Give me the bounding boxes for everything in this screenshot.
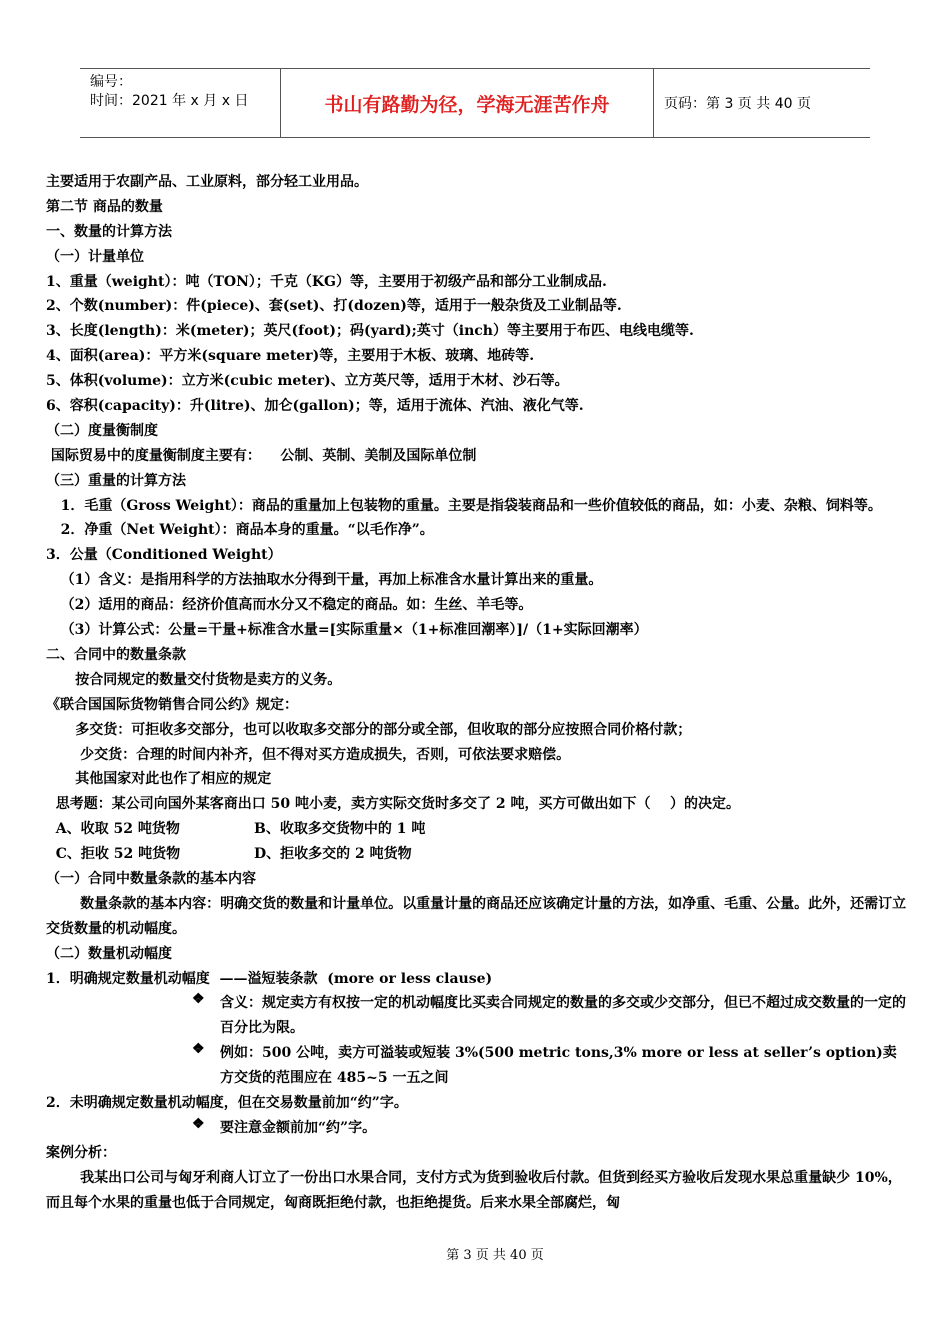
diamond-bullet-icon: ❖ [192, 991, 205, 1008]
diamond-bullet-icon: ❖ [192, 1115, 205, 1132]
text-line: 4、面积(area)：平方米(square meter)等，主要用于木板、玻璃、地砖等. [46, 348, 535, 365]
option-row [46, 817, 908, 842]
diamond-bullet-icon: ❖ [192, 1041, 205, 1058]
section-heading: （二）数量机动幅度 [46, 945, 172, 962]
text-line: （一）计量单位 [46, 248, 144, 265]
document-body [46, 170, 908, 1216]
section-heading: 第二节 商品的数量 [46, 198, 163, 215]
header-motto: 书山有路勤为径，学海无涯苦作舟 [280, 69, 654, 137]
paragraph-quantity-clause: 数量条款的基本内容：明确交货的数量和计量单位。以重量计量的商品还应该确定计量的方法，如净重、毛重、公量。此外，还需订立交货数量的机动幅度。 [46, 895, 907, 937]
text-line: 二、合同中的数量条款 [46, 646, 186, 663]
header-meta [80, 69, 280, 137]
option-d: D、拒收多交的 2 吨货物 [254, 846, 412, 863]
bullet-item [46, 1041, 908, 1091]
option-a: A、收取 52 吨货物 [46, 821, 180, 838]
section-heading: 案例分析： [46, 1144, 116, 1161]
text-line: （二）度量衡制度 [46, 422, 158, 439]
text-line: （2）适用的商品：经济价值高而水分又不稳定的商品。如：生丝、羊毛等。 [46, 597, 533, 614]
text-line: 3、长度(length)：米(meter)；英尺(foot)；码(yard);英寸（inch）等主要用于布匹、电线电缆等. [46, 323, 694, 340]
text-line: 主要适用于农副产品、工业原料，部分轻工业用品。 [46, 174, 368, 190]
header-time: 时间：2021 年 x 月 x 日 [90, 93, 249, 109]
bullet-text: 含义：规定卖方有权按一定的机动幅度比买卖合同规定的数量的多交或少交部分，但已不超过成交数量的一定的百分比为限。 [220, 995, 906, 1037]
text-line: 3．公量（Conditioned Weight） [46, 547, 282, 564]
bullet-text: 要注意金额前加“约”字。 [220, 1119, 377, 1136]
text-line: 2、个数(number)：件(piece)、套(set)、打(dozen)等，适用于一般杂货及工业制品等. [46, 298, 622, 315]
section-heading: （一）合同中数量条款的基本内容 [46, 870, 256, 887]
text-line: 2．净重（Net Weight）：商品本身的重量。“以毛作净”。 [46, 522, 434, 539]
text-line: 按合同规定的数量交付货物是卖方的义务。 [46, 671, 342, 688]
page-header [80, 68, 870, 138]
text-line: 1．明确规定数量机动幅度 ——溢短装条款 (more or less clause) [46, 970, 493, 987]
bullet-item [46, 991, 908, 1041]
text-line: 《联合国国际货物销售合同公约》规定： [46, 696, 298, 713]
text-line: 2．未明确规定数量机动幅度，但在交易数量前加“约”字。 [46, 1095, 408, 1112]
text-line: （三）重量的计算方法 [46, 472, 186, 489]
text-line: 一、数量的计算方法 [46, 223, 172, 240]
text-line: 国际贸易中的度量衡制度主要有： 公制、英制、美制及国际单位制 [46, 447, 477, 464]
text-line: 5、体积(volume)：立方米(cubic meter)、立方英尺等，适用于木材、沙石等。 [46, 373, 569, 390]
header-number: 编号： [90, 74, 132, 90]
text-line: （3）计算公式：公量=干量+标准含水量=[实际重量×（1+标准回潮率）]/（1+实际回潮率） [46, 622, 648, 639]
text-line: 6、容积(capacity)：升(litre)、加仑(gallon)；等，适用于流体、汽油、液化气等. [46, 398, 584, 415]
text-line: （1）含义：是指用科学的方法抽取水分得到干量，再加上标准含水量计算出来的重量。 [46, 572, 603, 589]
text-line: 1、重量（weight）：吨（TON）；千克（KG）等，主要用于初级产品和部分工业制成品. [46, 273, 607, 290]
question-line: 思考题：某公司向国外某客商出口 50 吨小麦，卖方实际交货时多交了 2 吨，买方可做出如下（ ）的决定。 [46, 796, 740, 813]
paragraph-gross-weight: 1．毛重（Gross Weight）：商品的重量加上包装物的重量。主要是指袋装商品和一些价值较低的商品，如：小麦、杂粮、饲料等。 [46, 497, 882, 514]
text-line: 其他国家对此也作了相应的规定 [46, 771, 272, 788]
text-line: 少交货：合理的时间内补齐，但不得对买方造成损失，否则，可依法要求赔偿。 [46, 746, 571, 763]
paragraph-case: 我某出口公司与匈牙利商人订立了一份出口水果合同，支付方式为货到验收后付款。但货到经买方验收后发现水果总重量缺少 10%，而且每个水果的重量也低于合同规定，匈商既拒绝付款，也拒绝提货。后来水果全部腐烂，匈 [46, 1169, 902, 1211]
option-b: B、收取多交货物中的 1 吨 [254, 821, 426, 838]
bullet-text: 例如：500 公吨，卖方可溢装或短装 3%(500 metric tons,3% more or less at seller’s option)卖方交货的范围应在 485~5 一五之间 [220, 1045, 897, 1087]
option-row [46, 842, 908, 867]
page-footer: 第 3 页 共 40 页 [446, 1248, 544, 1263]
option-c: C、拒收 52 吨货物 [46, 846, 181, 863]
header-page-number: 页码：第 3 页 共 40 页 [664, 96, 811, 112]
bullet-item [46, 1116, 908, 1141]
text-line: 多交货：可拒收多交部分，也可以收取多交部分的部分或全部，但收取的部分应按照合同价格付款； [46, 721, 692, 738]
